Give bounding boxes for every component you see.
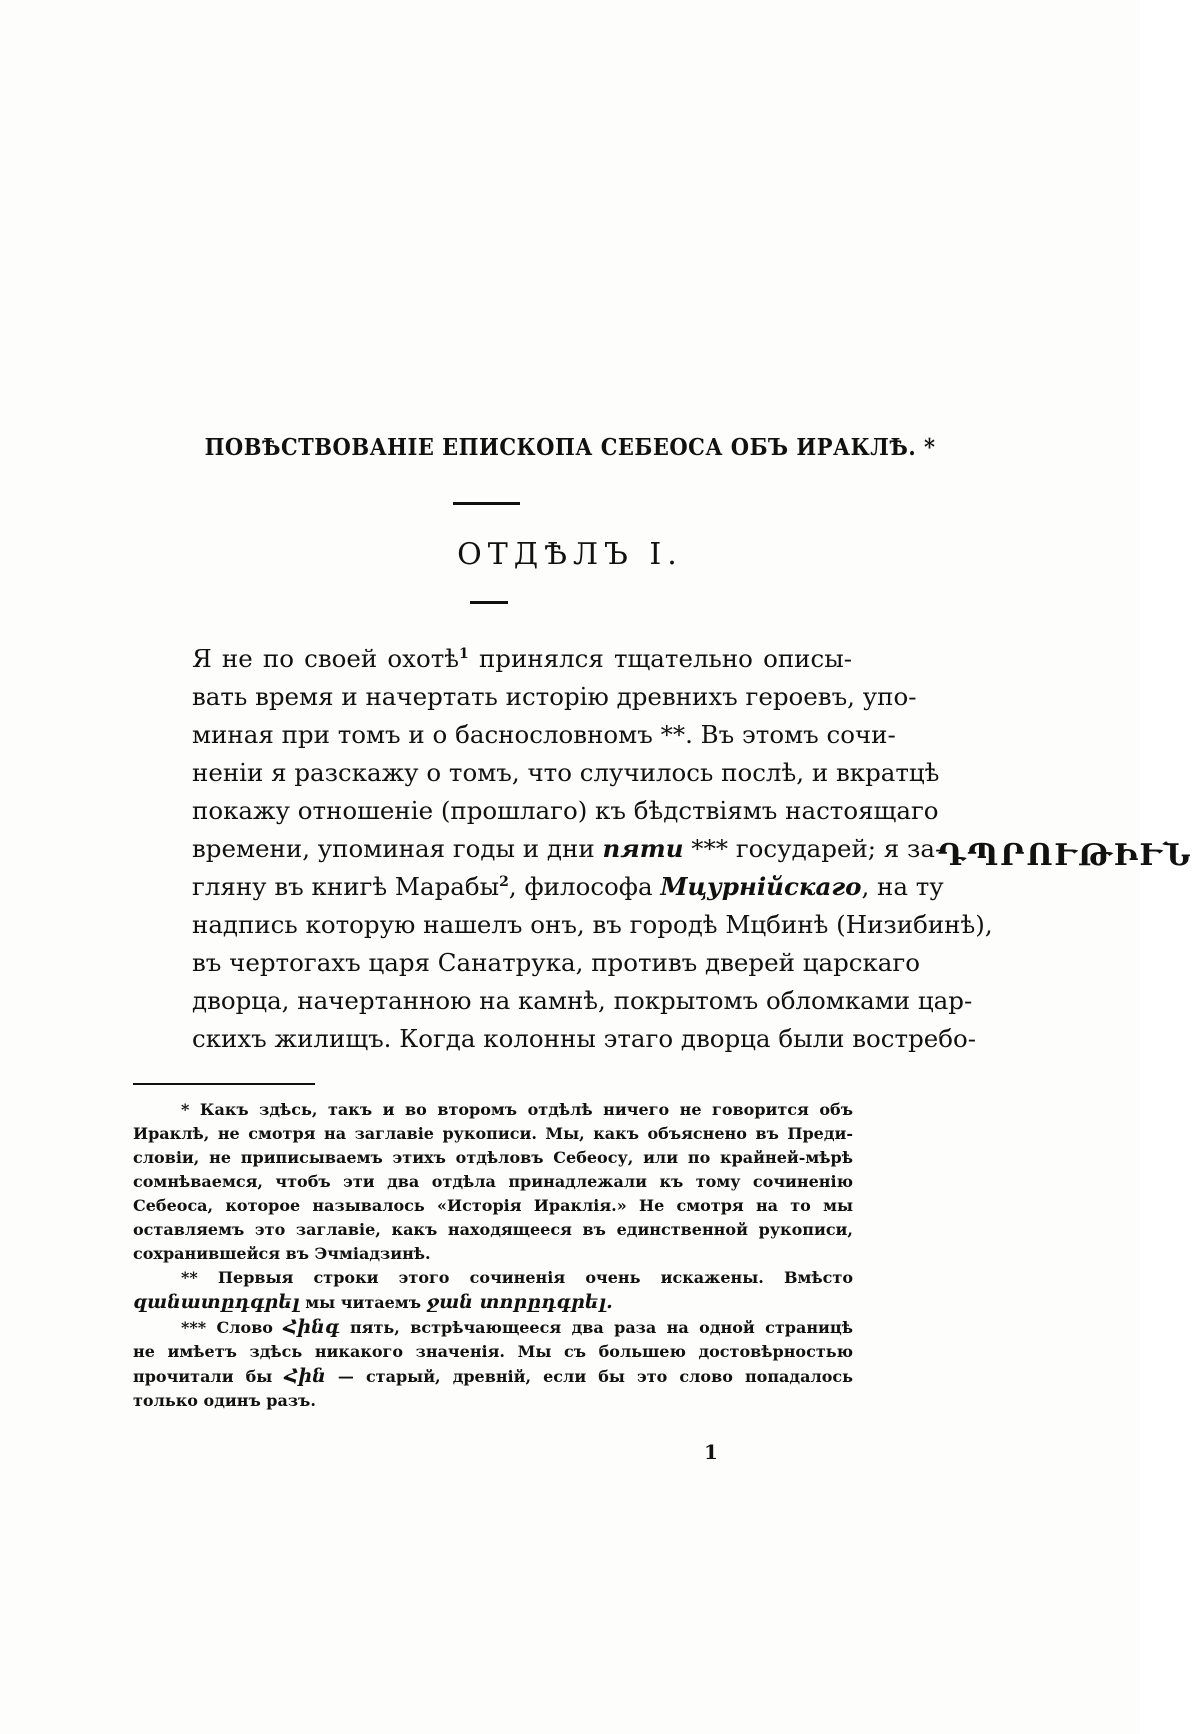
- text-span: пять, встрѣчающееся два раза на одной страницѣ: [339, 1318, 853, 1337]
- footnote-line: не имѣетъ здѣсь никакого значенія. Мы съ большею достовѣрностью: [133, 1342, 853, 1361]
- marginal-note: ԴՊՐՈՒԹԻՒՆ: [938, 838, 1193, 873]
- footnotes: [133, 1098, 853, 1413]
- text-line: дворца, начертанною на камнѣ, покрытомъ обломками цар-: [192, 986, 973, 1015]
- text-line: [192, 830, 944, 868]
- text-span: принялся тщательно описы-: [468, 644, 852, 673]
- armenian-word: ջան տորըդգրել.: [426, 1291, 613, 1313]
- footnote-line: Себеоса, которое называлось «Исторія Ираклія.» Не смотря на то мы: [133, 1196, 853, 1215]
- footnote-line: [133, 1364, 853, 1389]
- text-span: прочитали бы: [133, 1367, 285, 1386]
- footnote-divider: [133, 1083, 315, 1085]
- footnote-line: * Какъ здѣсь, такъ и во второмъ отдѣлѣ ничего не говорится объ: [181, 1100, 853, 1119]
- main-text: [192, 640, 993, 1058]
- armenian-word: Հին: [284, 1365, 326, 1387]
- text-span: *** государей; я за-: [683, 834, 944, 863]
- text-span: времени, упоминая годы и дни: [192, 834, 595, 863]
- text-span: мы читаемъ: [299, 1293, 427, 1312]
- text-line: надпись которую нашелъ онъ, въ городѣ Мцбинѣ (Низибинѣ),: [192, 910, 993, 939]
- armenian-word: Հինգ: [283, 1316, 340, 1338]
- footnote-ref-1: 1: [459, 645, 469, 662]
- title-divider: [453, 502, 520, 505]
- text-span: Я не по своей охотѣ: [192, 644, 460, 673]
- armenian-word: զանատըդգրել: [133, 1291, 300, 1313]
- text-span: , на ту: [861, 872, 944, 901]
- text-span: — старый, древній, если бы это слово попадалось: [325, 1367, 853, 1386]
- footnote-line: ** Первыя строки этого сочиненія очень искажены. Вмѣсто: [181, 1268, 853, 1287]
- italic-word: Мцурнійскаго: [660, 872, 862, 901]
- page-number: 1: [704, 1440, 718, 1464]
- footnote-line: [133, 1290, 853, 1315]
- section-heading: ОТДѢЛЪ I.: [457, 537, 683, 572]
- text-line: покажу отношеніе (прошлаго) къ бѣдствіямъ настоящаго: [192, 796, 939, 825]
- italic-word: пяти: [602, 834, 684, 863]
- footnote-line: сомнѣваемся, чтобъ эти два отдѣла принадлежали къ тому сочиненію: [133, 1172, 853, 1191]
- text-line: [192, 640, 852, 678]
- footnote-line: словіи, не приписываемъ этихъ отдѣловъ Себеосу, или по крайней-мѣрѣ: [133, 1148, 853, 1167]
- footnote-ref-2: 2: [499, 873, 509, 890]
- text-line: неніи я разскажу о томъ, что случилось послѣ, и вкратцѣ: [192, 758, 940, 787]
- text-line: скихъ жилищъ. Когда колонны этаго дворца были востребо-: [192, 1024, 977, 1053]
- text-line: [192, 868, 944, 906]
- text-span: *** Слово: [181, 1318, 284, 1337]
- footnote-line: [133, 1315, 853, 1340]
- running-title: ПОВѢСТВОВАНІЕ ЕПИСКОПА СЕБЕОСА ОБЪ ИРАКЛѢ. *: [204, 432, 936, 461]
- footnote-line: только одинъ разъ.: [133, 1391, 316, 1410]
- text-span: гляну въ книгѣ Марабы: [192, 872, 500, 901]
- text-line: миная при томъ и о баснословномъ **. Въ этомъ сочи-: [192, 720, 896, 749]
- footnote-line: сохранившейся въ Эчміадзинѣ.: [133, 1244, 431, 1263]
- text-line: вать время и начертать исторію древнихъ героевъ, упо-: [192, 682, 917, 711]
- footnote-line: оставляемъ это заглавіе, какъ находящееся въ единственной рукописи,: [133, 1220, 853, 1239]
- text-span: , философа: [508, 872, 661, 901]
- heading-divider: [470, 601, 508, 604]
- footnote-line: Ираклѣ, не смотря на заглавіе рукописи. Мы, какъ объяснено въ Преди-: [133, 1124, 853, 1143]
- text-line: въ чертогахъ царя Санатрука, противъ дверей царскаго: [192, 948, 920, 977]
